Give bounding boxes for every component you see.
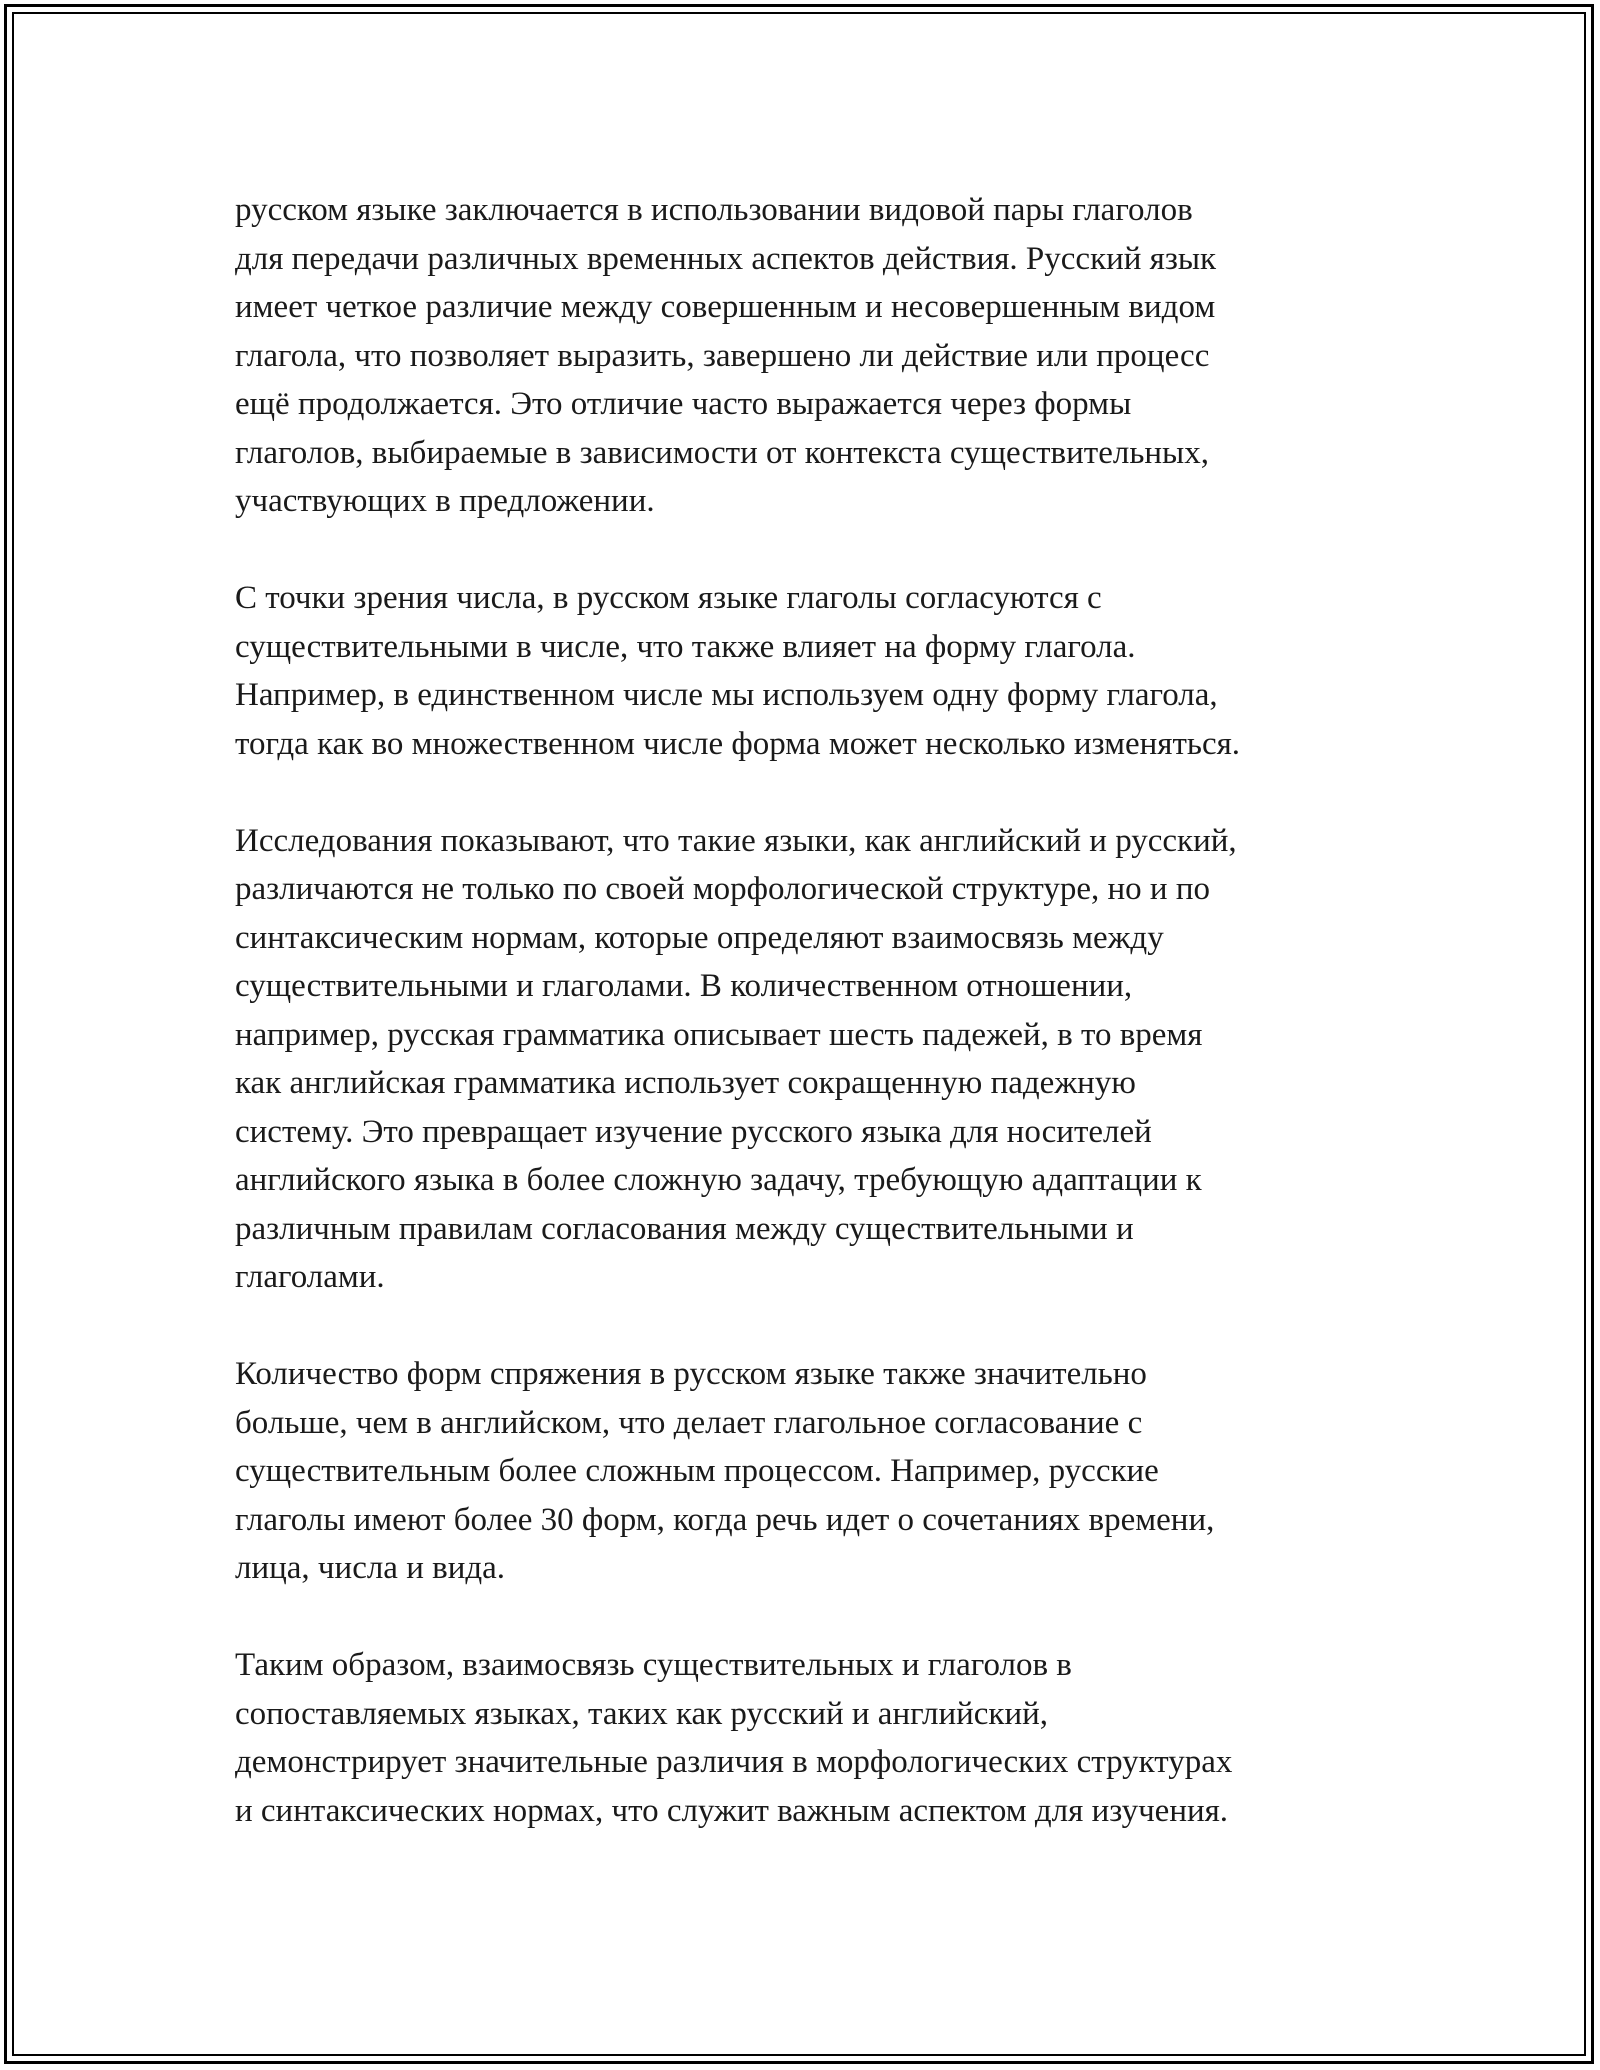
text-line: например, русская грамматика описывает шесть падежей, в то время — [235, 1016, 1203, 1053]
paragraph-number-agreement — [235, 574, 1375, 768]
paragraph-verb-aspect — [235, 186, 1375, 526]
text-line: английского языка в более сложную задачу, требующую адаптации к — [235, 1162, 1202, 1198]
text-line: синтаксическим нормам, которые определяют взаимосвязь между — [235, 919, 1164, 956]
document-body — [235, 186, 1375, 1884]
text-line: как английская грамматика использует сокращенную падежную — [235, 1065, 1136, 1101]
text-line: глаголами. — [235, 1259, 385, 1295]
paragraph-research-comparison — [235, 817, 1375, 1302]
text-line: русском языке заключается в использовании видовой пары глаголов — [235, 192, 1193, 228]
text-line: глаголов, выбираемые в зависимости от контекста существительных, — [235, 434, 1209, 471]
text-line: различаются не только по своей морфологической структуре, но и по — [235, 871, 1210, 907]
paragraph-conjugation-forms — [235, 1350, 1375, 1593]
text-line: для передачи различных временных аспектов действия. Русский язык — [235, 240, 1217, 277]
text-line: и синтаксических нормах, что служит важным аспектом для изучения. — [235, 1792, 1229, 1829]
paragraph-conclusion — [235, 1641, 1375, 1835]
text-line: Исследования показывают, что такие языки, как английский и русский, — [235, 822, 1237, 859]
text-line: тогда как во множественном числе форма может несколько изменяться. — [235, 725, 1241, 762]
text-line: глагола, что позволяет выразить, завершено ли действие или процесс — [235, 337, 1210, 374]
text-line: ещё продолжается. Это отличие часто выражается через формы — [235, 386, 1132, 422]
text-line: различным правилам согласования между существительными и — [235, 1210, 1134, 1247]
text-line: С точки зрения числа, в русском языке глаголы согласуются с — [235, 580, 1102, 616]
text-line: лица, числа и вида. — [235, 1550, 506, 1586]
text-line: существительными и глаголами. В количественном отношении, — [235, 968, 1133, 1004]
text-line: имеет четкое различие между совершенным и несовершенным видом — [235, 289, 1216, 325]
text-line: Таким образом, взаимосвязь существительных и глаголов в — [235, 1647, 1072, 1683]
text-line: Количество форм спряжения в русском языке также значительно — [235, 1356, 1147, 1392]
text-line: существительным более сложным процессом. Например, русские — [235, 1453, 1159, 1489]
text-line: сопоставляемых языках, таких как русский и английский, — [235, 1695, 1049, 1732]
text-line: Например, в единственном числе мы используем одну форму глагола, — [235, 677, 1218, 713]
text-line: демонстрирует значительные различия в морфологических структурах — [235, 1744, 1233, 1780]
text-line: систему. Это превращает изучение русского языка для носителей — [235, 1113, 1152, 1150]
text-line: глаголы имеют более 30 форм, когда речь идет о сочетаниях времени, — [235, 1501, 1215, 1538]
text-line: существительными в числе, что также влияет на форму глагола. — [235, 628, 1136, 665]
text-line: больше, чем в английском, что делает глагольное согласование с — [235, 1404, 1143, 1441]
text-line: участвующих в предложении. — [235, 483, 655, 519]
